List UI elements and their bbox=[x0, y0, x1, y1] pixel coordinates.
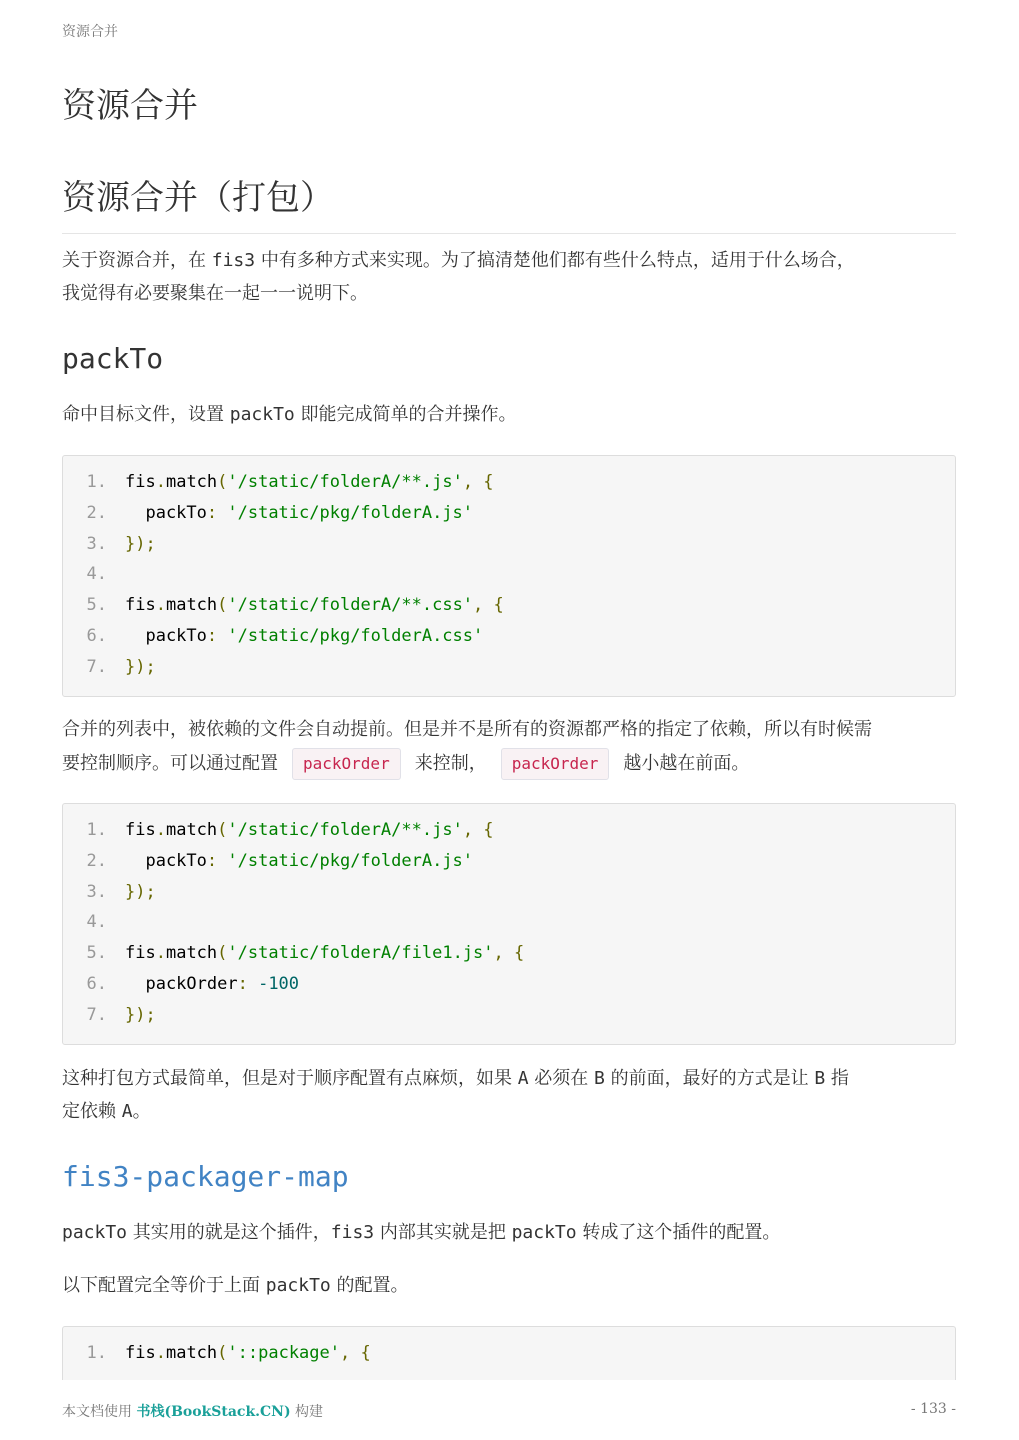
intro-paragraph bbox=[62, 244, 956, 310]
line-number: 6. bbox=[86, 973, 107, 994]
code-text bbox=[125, 467, 494, 498]
pm-code-packto: packTo bbox=[62, 1222, 128, 1243]
code-token: , { bbox=[462, 472, 494, 492]
footer-prefix: 本文档使用 bbox=[62, 1404, 137, 1420]
code-text bbox=[125, 938, 524, 969]
packorder-inline-code-1: packOrder bbox=[292, 748, 401, 780]
code-line bbox=[63, 1338, 955, 1369]
code-text bbox=[125, 969, 299, 1000]
code-token: , { bbox=[473, 595, 504, 616]
code-token: ( bbox=[217, 943, 228, 964]
code-token: , { bbox=[493, 943, 525, 964]
code-text bbox=[125, 877, 156, 908]
line-number: 3. bbox=[86, 533, 107, 554]
simple-code-a2: A bbox=[121, 1101, 133, 1122]
pm-text-3: 转成了这个插件的配置。 bbox=[576, 1222, 781, 1243]
packto-desc-code: packTo bbox=[229, 404, 295, 425]
pm-text-4: 以下配置完全等价于上面 bbox=[62, 1275, 266, 1296]
code-line bbox=[63, 846, 955, 877]
heading-packager-map-link[interactable]: fis3-packager-map bbox=[62, 1160, 349, 1193]
code-token: fis bbox=[125, 820, 156, 840]
simple-text-2: 必须在 bbox=[528, 1068, 595, 1089]
code-text bbox=[125, 498, 473, 529]
code-token: '/static/pkg/folderA.js' bbox=[227, 850, 474, 871]
pm-code-packto-3: packTo bbox=[265, 1275, 331, 1296]
line-number: 3. bbox=[86, 881, 107, 902]
code-token: '/static/folderA/**.css' bbox=[227, 595, 474, 616]
intro-text-2: 中有多种方式来实现。为了搞清楚他们都有些什么特点，适用于什么场合， bbox=[255, 250, 855, 271]
code-token: }); bbox=[125, 881, 156, 902]
code-token: '/static/folderA/**.js' bbox=[227, 472, 463, 492]
code-token: ( bbox=[217, 1343, 228, 1363]
code-token: '/static/folderA/**.js' bbox=[227, 820, 463, 840]
code-line bbox=[63, 529, 955, 560]
code-token: }); bbox=[125, 1004, 156, 1025]
code-token: packOrder bbox=[125, 973, 238, 994]
code-token: ( bbox=[217, 595, 228, 616]
simple-text-6: 。 bbox=[132, 1101, 151, 1122]
code-text bbox=[125, 815, 494, 846]
line-number: 4. bbox=[86, 912, 107, 933]
simple-code-b2: B bbox=[814, 1068, 826, 1089]
code-block-packorder bbox=[62, 803, 956, 1045]
code-line bbox=[63, 590, 955, 621]
simple-text-1: 这种打包方式最简单，但是对于顺序配置有点麻烦，如果 bbox=[62, 1068, 518, 1089]
code-token: fis bbox=[125, 1343, 156, 1363]
code-token: . bbox=[155, 472, 166, 492]
simple-text-5: 定依赖 bbox=[62, 1101, 122, 1122]
code-text bbox=[125, 529, 156, 560]
code-token: '::package' bbox=[227, 1343, 340, 1363]
simple-code-b: B bbox=[594, 1068, 605, 1089]
packorder-text-3: 来控制， bbox=[414, 753, 487, 774]
code-token: ( bbox=[217, 472, 228, 492]
footer-brand-link[interactable]: 书栈(BookStack.CN) bbox=[136, 1404, 291, 1420]
code-line bbox=[63, 652, 955, 683]
pm-code-fis3: fis3 bbox=[330, 1222, 375, 1243]
line-number: 5. bbox=[86, 595, 107, 616]
code-text bbox=[125, 1338, 371, 1369]
line-number: 6. bbox=[86, 625, 107, 646]
pm-text-1: 其实用的就是这个插件， bbox=[127, 1222, 331, 1243]
code-text bbox=[125, 621, 483, 652]
code-block-packto bbox=[62, 455, 956, 697]
code-line bbox=[63, 877, 955, 908]
code-token: : bbox=[206, 502, 228, 523]
code-line bbox=[63, 498, 955, 529]
code-line bbox=[63, 907, 955, 938]
page-title: 资源合并 bbox=[62, 86, 198, 126]
packto-desc-text-1: 命中目标文件，设置 bbox=[62, 404, 230, 425]
code-token: fis bbox=[125, 595, 156, 616]
simple-paragraph bbox=[62, 1062, 956, 1128]
heading-packto: packTo bbox=[62, 342, 164, 375]
code-token: packTo bbox=[125, 502, 207, 523]
code-token: , { bbox=[340, 1343, 371, 1363]
intro-text-3: 我觉得有必要聚集在一起一一说明下。 bbox=[62, 283, 368, 304]
packorder-paragraph bbox=[62, 713, 956, 781]
packorder-text-1: 合并的列表中，被依赖的文件会自动提前。但是并不是所有的资源都严格的指定了依赖，所以有时候需 bbox=[62, 719, 872, 740]
code-line bbox=[63, 1000, 955, 1031]
code-line bbox=[63, 938, 955, 969]
intro-text-1: 关于资源合并，在 bbox=[62, 250, 212, 271]
code-line bbox=[63, 969, 955, 1000]
code-token: match bbox=[165, 1343, 218, 1363]
footer-credit bbox=[62, 1401, 323, 1421]
code-text bbox=[125, 652, 156, 683]
code-token: fis bbox=[125, 472, 156, 492]
packorder-text-4: 越小越在前面。 bbox=[623, 753, 750, 774]
packto-description bbox=[62, 398, 956, 431]
page-number: - 133 - bbox=[910, 1401, 956, 1417]
code-token: }); bbox=[125, 656, 156, 677]
code-token: match bbox=[165, 472, 218, 492]
code-token: . bbox=[155, 1343, 166, 1363]
packager-map-paragraph-1 bbox=[62, 1216, 956, 1249]
code-line bbox=[63, 559, 955, 590]
code-token: '/static/pkg/folderA.js' bbox=[227, 502, 474, 523]
code-token: '/static/folderA/file1.js' bbox=[227, 943, 494, 964]
code-line bbox=[63, 815, 955, 846]
code-token: . bbox=[155, 595, 166, 616]
packager-map-paragraph-2 bbox=[62, 1269, 956, 1302]
line-number: 5. bbox=[86, 943, 107, 964]
code-text bbox=[125, 846, 473, 877]
simple-text-4: 指 bbox=[825, 1068, 849, 1089]
simple-code-a: A bbox=[517, 1068, 529, 1089]
intro-code-fis3: fis3 bbox=[211, 250, 256, 271]
code-token: match bbox=[165, 595, 218, 616]
code-token: packTo bbox=[125, 850, 207, 871]
code-token: }); bbox=[125, 533, 156, 554]
code-token: '/static/pkg/folderA.css' bbox=[227, 625, 484, 646]
line-number: 1. bbox=[86, 1343, 107, 1363]
packorder-inline-code-2: packOrder bbox=[501, 748, 610, 780]
section-title: 资源合并（打包） bbox=[62, 170, 956, 234]
footer-suffix: 构建 bbox=[290, 1404, 324, 1420]
code-token: , { bbox=[462, 820, 494, 840]
code-block-package bbox=[62, 1326, 956, 1380]
line-number: 7. bbox=[86, 1004, 107, 1025]
code-line bbox=[63, 467, 955, 498]
simple-text-3: 的前面，最好的方式是让 bbox=[604, 1068, 815, 1089]
code-text bbox=[125, 590, 504, 621]
code-token: : bbox=[206, 850, 228, 871]
code-token: match bbox=[165, 943, 218, 964]
running-header: 资源合并 bbox=[62, 24, 118, 40]
pm-text-2: 内部其实就是把 bbox=[374, 1222, 512, 1243]
packto-desc-text-2: 即能完成简单的合并操作。 bbox=[294, 404, 517, 425]
line-number: 1. bbox=[86, 472, 107, 492]
code-token: ( bbox=[217, 820, 228, 840]
code-token: fis bbox=[125, 943, 156, 964]
code-line bbox=[63, 621, 955, 652]
code-token: match bbox=[165, 820, 218, 840]
pm-code-packto-2: packTo bbox=[511, 1222, 577, 1243]
code-token: packTo bbox=[125, 625, 207, 646]
code-token: -100 bbox=[258, 973, 300, 994]
code-token: : bbox=[237, 973, 259, 994]
line-number: 2. bbox=[86, 850, 107, 871]
line-number: 7. bbox=[86, 656, 107, 677]
line-number: 4. bbox=[86, 564, 107, 585]
code-text bbox=[125, 1000, 156, 1031]
line-number: 2. bbox=[86, 502, 107, 523]
packorder-text-2: 要控制顺序。可以通过配置 bbox=[62, 753, 278, 774]
pm-text-5: 的配置。 bbox=[330, 1275, 409, 1296]
code-token: . bbox=[155, 820, 166, 840]
code-token: . bbox=[155, 943, 166, 964]
code-token: : bbox=[206, 625, 228, 646]
line-number: 1. bbox=[86, 820, 107, 840]
